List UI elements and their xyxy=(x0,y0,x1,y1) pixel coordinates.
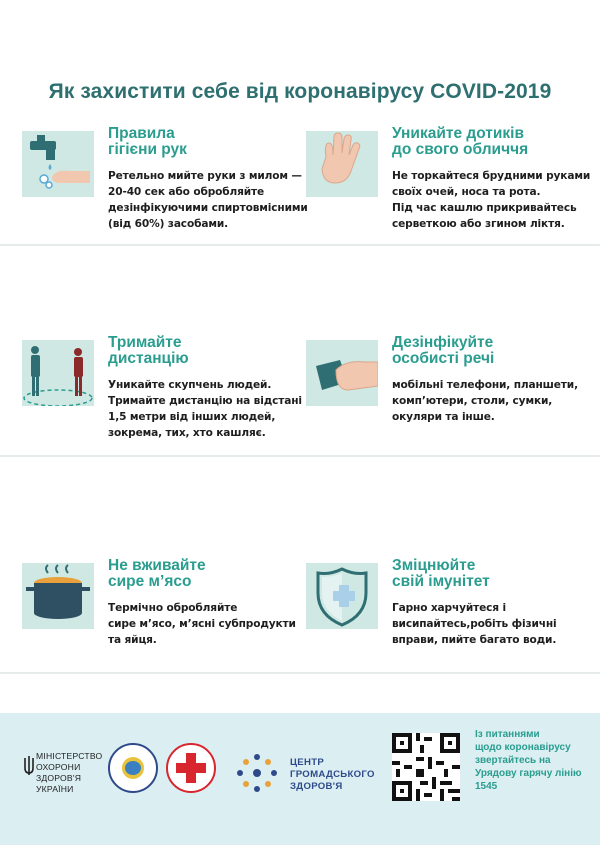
public-health-center-logo xyxy=(232,751,382,799)
card-keep-distance xyxy=(22,334,302,440)
card-heading: Дезінфікуйте особисті речі xyxy=(392,334,495,367)
partner-emblem-logo xyxy=(108,743,158,793)
card-body: Термічно обробляйте сире м’ясо, м’ясні субпродукти та яйця. xyxy=(108,602,296,646)
card-body: Не торкайтеся брудними руками своїх очей, носа та рота. Під час кашлю прикривайтесь серветкою або згином ліктя. xyxy=(392,170,591,230)
ministry-of-health-logo xyxy=(24,751,104,801)
dots-emblem-icon xyxy=(232,751,282,795)
wiping-sponge-icon xyxy=(306,340,378,406)
qr-code-icon xyxy=(392,733,460,801)
card-no-raw-meat xyxy=(22,557,296,663)
red-cross-logo xyxy=(166,743,216,793)
card-body: Уникайте скупчень людей. Тримайте дистанцію на відстані 1,5 метри від інших людей, зокрема, тих, хто кашляє. xyxy=(108,379,302,439)
card-boost-immunity xyxy=(306,557,578,663)
card-disinfect-items xyxy=(306,334,578,440)
card-heading: Уникайте дотиків до свого обличчя xyxy=(392,125,529,158)
card-body: мобільні телефони, планшети, комп’ютери, столи, сумки, окуляри та інше. xyxy=(392,379,578,423)
trident-icon xyxy=(24,755,34,777)
card-heading: Не вживайте сире м’ясо xyxy=(108,557,206,590)
card-heading: Тримайте дистанцію xyxy=(108,334,189,367)
divider xyxy=(0,244,600,246)
divider xyxy=(0,672,600,674)
card-heading: Зміцнюйте свій імунітет xyxy=(392,557,490,590)
two-people-distance-icon xyxy=(22,340,94,406)
public-health-center-name: ЦЕНТР ГРОМАДСЬКОГО ЗДОРОВ'Я xyxy=(290,757,375,792)
card-heading: Правила гігієни рук xyxy=(108,125,187,158)
shield-icon xyxy=(306,563,378,629)
divider xyxy=(0,455,600,457)
footer xyxy=(0,713,600,845)
card-hand-hygiene xyxy=(22,125,308,231)
raised-hand-icon xyxy=(306,131,378,197)
card-avoid-touching-face xyxy=(306,125,591,231)
card-body: Ретельно мийте руки з милом — 20-40 сек або обробляйте дезінфікуючими спиртовмісними (від 60%) засобами. xyxy=(108,170,308,230)
ministry-name: МІНІСТЕРСТВО ОХОРОНИ ЗДОРОВ'Я УКРАЇНИ xyxy=(36,751,103,794)
cooking-pot-icon xyxy=(22,563,94,629)
hotline-number: 1545 xyxy=(475,781,498,792)
qr-code[interactable] xyxy=(392,733,460,801)
page-title: Як захистити себе від коронавірусу COVID-2019 xyxy=(48,80,552,103)
hand-washing-icon xyxy=(22,131,94,197)
hotline-info: Із питаннями щодо коронавірусу звертайтесь на Урядову гарячу лінію 1545 xyxy=(475,728,595,793)
card-body: Гарно харчуйтеся і висипайтесь,робіть фізичні вправи, пийте багато води. xyxy=(392,602,557,646)
